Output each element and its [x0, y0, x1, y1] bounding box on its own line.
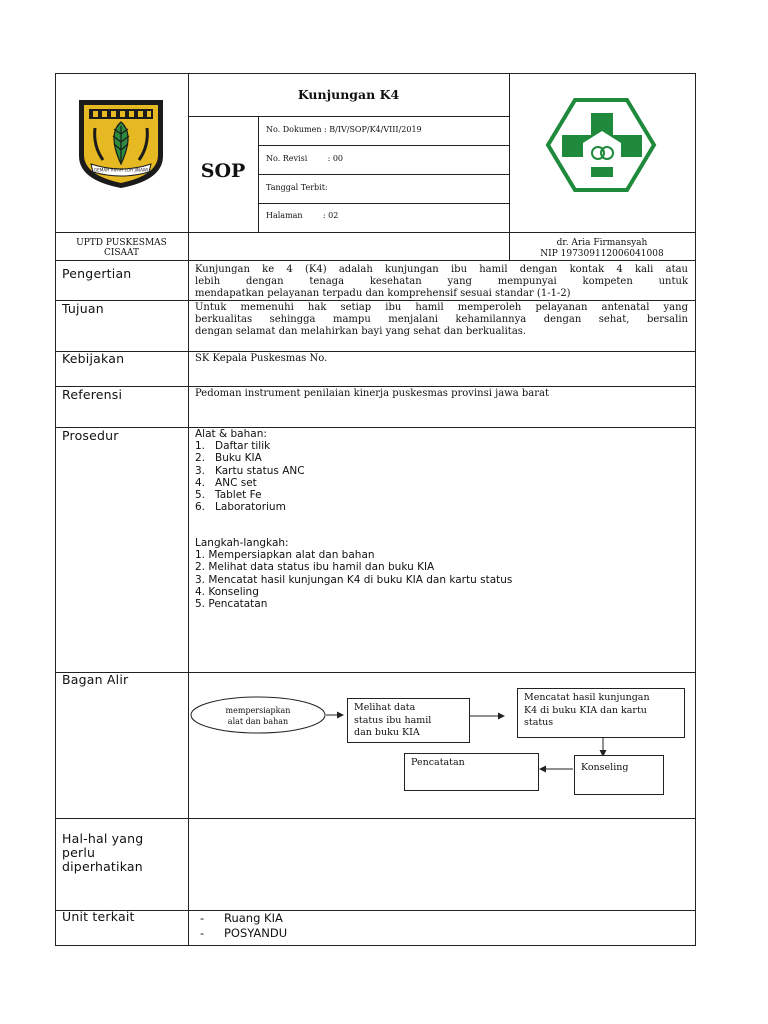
divider — [55, 818, 696, 819]
divider — [258, 174, 509, 175]
list-item: 6. Laboratorium — [195, 501, 286, 514]
alat-bahan-list — [195, 428, 305, 513]
list-item: 4. Konseling — [195, 585, 259, 598]
list-item: 1. Mempersiapkan alat dan bahan — [195, 549, 375, 562]
emblem-motto: GEMAH RIPAH LOH JINAWI — [93, 167, 149, 173]
list-item: - POSYANDU — [200, 925, 288, 940]
section-label-referensi: Referensi — [62, 387, 123, 402]
list-item: 2. Buku KIA — [195, 452, 262, 465]
flowchart-box-mencatat: Mencatat hasil kunjungan K4 di buku KIA dan kartu status — [517, 688, 685, 738]
section-label-unit-terkait: Unit terkait — [62, 909, 135, 924]
list-item: 3. Kartu status ANC — [195, 464, 305, 477]
section-label-prosedur: Prosedur — [62, 428, 119, 443]
divider — [55, 427, 696, 428]
divider — [258, 145, 509, 146]
langkah-list — [195, 537, 512, 610]
flowchart-box-pencatatan: Pencatatan — [404, 753, 539, 791]
section-label-tujuan: Tujuan — [62, 301, 104, 316]
list-title: Alat & bahan: — [195, 428, 267, 440]
signer-name: dr. Aria Firmansyah — [556, 238, 648, 248]
referensi-text: Pedoman instrument penilaian kinerja puskesmas provinsi jawa barat — [195, 388, 549, 399]
section-label-hal-hal: Hal-hal yang perlu diperhatikan — [62, 831, 144, 874]
divider — [188, 116, 509, 117]
list-item: 5. Pencatatan — [195, 598, 268, 611]
tujuan-text: Untuk memenuhi hak setiap ibu hamil memperoleh pelayanan antenatal yang berkualitas sehingga mampu menjalani kehamilannya dengan sehat, bersalin dengan selamat dan melahirkan bayi yang sehat dan berkualitas. — [195, 302, 688, 337]
divider — [55, 232, 696, 233]
sop-label: SOP — [200, 160, 246, 182]
list-item: 5. Tablet Fe — [195, 489, 262, 502]
flowchart-box-melihat: Melihat data status ibu hamil dan buku KIA — [347, 698, 470, 743]
kebijakan-text: SK Kepala Puskesmas No. — [195, 353, 328, 364]
divider — [55, 351, 696, 352]
document-number: No. Dokumen : B/IV/SOP/K4/VIII/2019 — [266, 125, 422, 134]
regency-emblem-logo — [77, 98, 165, 190]
page-number: Halaman : 02 — [266, 211, 339, 220]
list-item: 4. ANC set — [195, 476, 257, 489]
pengertian-text: Kunjungan ke 4 (K4) adalah kunjungan ibu hamil dengan kontak 4 kali atau lebih dengan tenaga kesehatan yang mempunyai kompeten untuk mendapatkan pelayanan terpadu dan komprehensif sesuai standar (1-1-2) — [195, 264, 688, 299]
unit-terkait-list — [200, 911, 287, 940]
issue-date: Tanggal Terbit: — [266, 183, 328, 192]
flowchart-start-label: mempersiapkan alat dan bahan — [225, 706, 291, 726]
section-label-bagan-alir: Bagan Alir — [62, 672, 129, 687]
puskesmas-logo — [545, 97, 657, 193]
divider — [55, 260, 696, 261]
divider — [258, 203, 509, 204]
divider — [55, 300, 696, 301]
flowchart-box-konseling: Konseling — [574, 755, 664, 795]
section-label-pengertian: Pengertian — [62, 266, 132, 281]
divider — [188, 232, 189, 946]
list-item: - Ruang KIA — [200, 911, 283, 925]
revision-number: No. Revisi : 00 — [266, 154, 344, 163]
divider — [55, 386, 696, 387]
org-name: UPTD PUSKESMAS CISAAT — [76, 238, 167, 258]
list-item: 2. Melihat data status ibu hamil dan buku KIA — [195, 561, 435, 574]
document-title: Kunjungan K4 — [297, 87, 400, 102]
signer-nip: NIP 197309112006041008 — [540, 248, 664, 259]
section-label-kebijakan: Kebijakan — [62, 351, 125, 366]
list-item: 3. Mencatat hasil kunjungan K4 di buku KIA dan kartu status — [195, 573, 513, 586]
list-title: Langkah-langkah: — [195, 537, 289, 549]
signer-block — [509, 238, 695, 259]
divider — [55, 910, 696, 911]
list-item: 1. Daftar tilik — [195, 440, 271, 453]
